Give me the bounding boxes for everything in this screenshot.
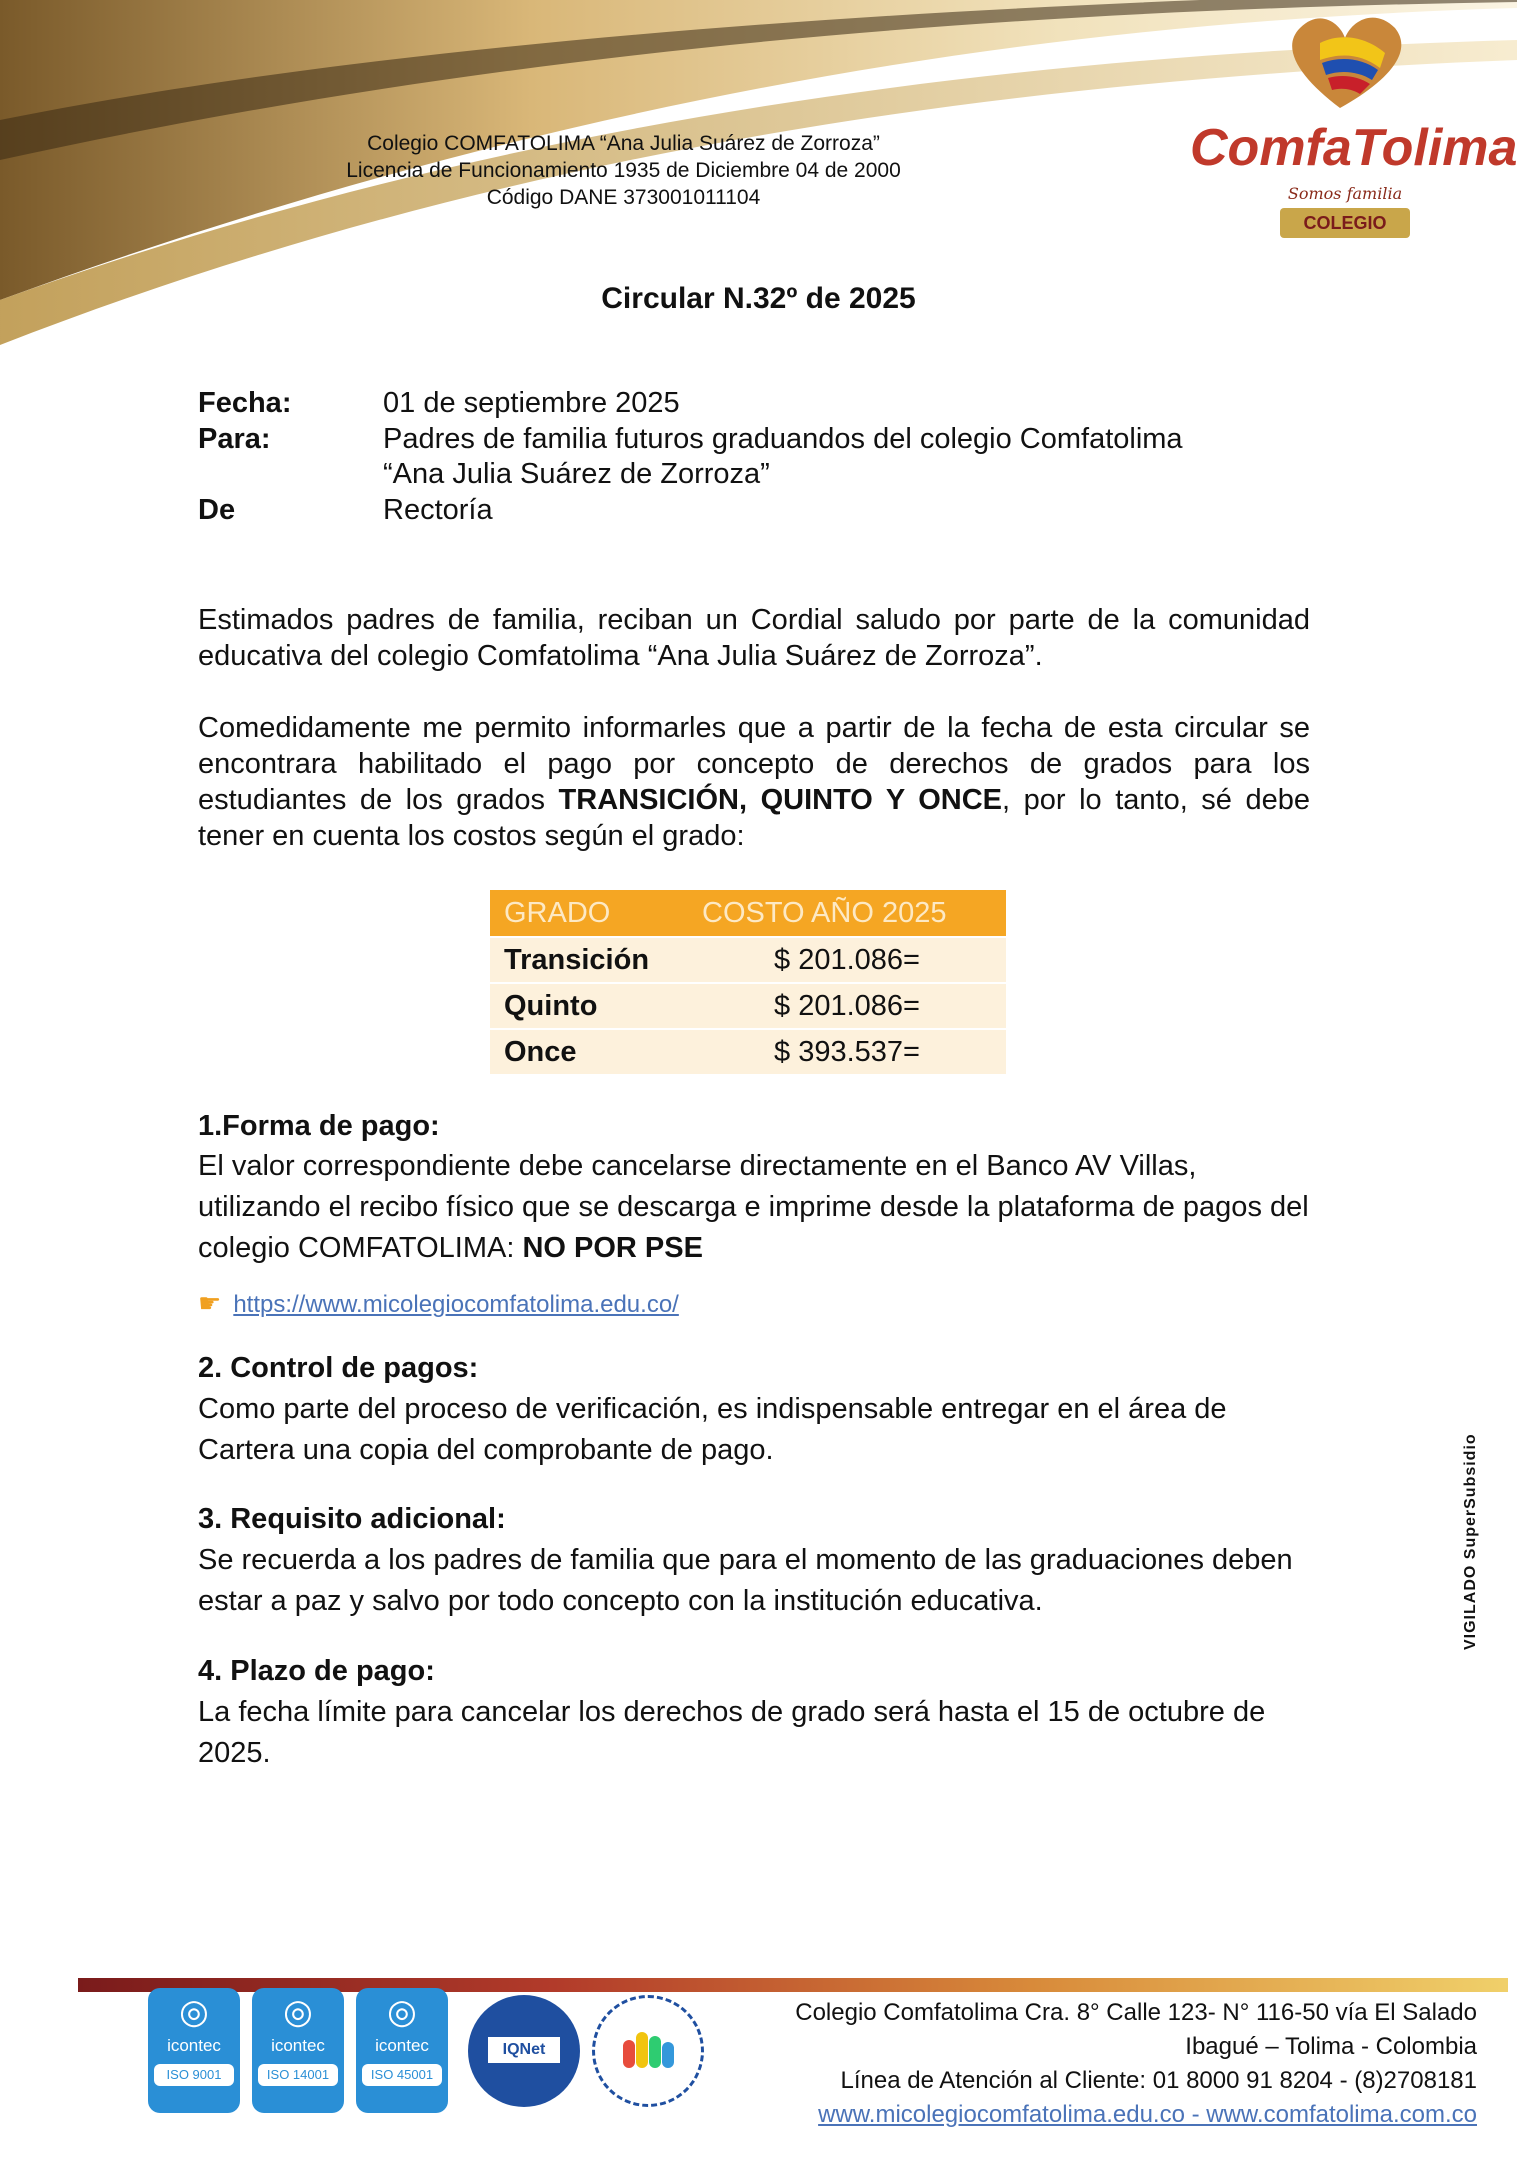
icontec-badge <box>252 1988 344 2113</box>
circular-title: Circular N.32º de 2025 <box>601 282 916 315</box>
grade-cell: Once <box>490 1029 688 1074</box>
footer-address <box>795 1996 1477 2132</box>
date-label: Fecha: <box>198 387 292 419</box>
pointing-hand-icon: ☛ <box>198 1288 222 1318</box>
hands-icon <box>623 2032 673 2070</box>
iqnet-seal <box>468 1995 580 2107</box>
footer-line-address: Colegio Comfatolima Cra. 8° Calle 123- N° 116-50 vía El Salado <box>795 1999 1477 2026</box>
table-row <box>490 1029 1006 1074</box>
colegio-ribbon: COLEGIO <box>1280 208 1410 238</box>
brand-name: ComfaTolima <box>1190 119 1517 177</box>
grade-cell: Quinto <box>490 983 688 1029</box>
from-value: Rectoría <box>383 494 493 526</box>
badge-brand: icontec <box>375 2036 429 2055</box>
cost-cell: $ 201.086= <box>688 937 1006 983</box>
section-body: La fecha límite para cancelar los derechos de grado será hasta el 15 de octubre de 2025. <box>198 1696 1266 1769</box>
table-row <box>490 937 1006 983</box>
certification-icon: ◎ <box>179 1993 209 2031</box>
payment-link-text[interactable]: https://www.micolegiocomfatolima.edu.co/ <box>233 1291 679 1318</box>
section-body: Se recuerda a los padres de familia que para el momento de las graduaciones deben estar a paz y salvo por todo concepto con la institución educativa. <box>198 1544 1293 1617</box>
icontec-badge <box>148 1988 240 2113</box>
brand-tagline: Somos familia <box>1287 184 1403 203</box>
no-pse-note: NO POR PSE <box>522 1232 703 1264</box>
section-heading: 2. Control de pagos: <box>198 1352 479 1384</box>
badge-iso: ISO 9001 <box>154 2064 234 2086</box>
grade-header: GRADO <box>490 890 688 937</box>
badge-iso: ISO 14001 <box>258 2064 338 2086</box>
section-body <box>198 1146 1318 1269</box>
payment-link[interactable] <box>198 1288 679 1319</box>
cost-cell: $ 201.086= <box>688 983 1006 1029</box>
dane-code: Código DANE 373001011104 <box>486 186 761 209</box>
intro-text-end: , por lo tanto, sé debe tener en cuenta los costos según el grado: <box>198 784 1311 852</box>
payment-text: El valor correspondiente debe cancelarse directamente en el Banco AV Villas, utilizando el recibo físico que se descarga e imprime desde la plataforma de pagos del colegio COMFATOLIMA: <box>198 1150 1309 1264</box>
section-heading: 3. Requisito adicional: <box>198 1503 506 1535</box>
fees-table <box>490 890 1006 1074</box>
section-body: Como parte del proceso de verificación, es indispensable entregar en el área de Cartera una copia del comprobante de pago. <box>198 1393 1227 1466</box>
intro-paragraph <box>198 710 1310 854</box>
comfatolima-logo <box>1190 8 1517 248</box>
to-value-2: “Ana Julia Suárez de Zorroza” <box>383 458 770 490</box>
fees-header-row <box>490 890 1006 937</box>
cost-header: COSTO AÑO 2025 <box>688 890 1006 937</box>
grade-cell: Transición <box>490 937 688 983</box>
badge-iso: ISO 45001 <box>362 2064 442 2086</box>
certification-icon: ◎ <box>387 1993 417 2031</box>
school-name: Colegio COMFATOLIMA “Ana Julia Suárez de Zorroza” <box>367 132 880 155</box>
vigilado-supersubsidio: VIGILADO SuperSubsidio <box>1462 1433 1479 1650</box>
to-value: Padres de familia futuros graduandos del colegio Comfatolima <box>383 423 1183 455</box>
to-label: Para: <box>198 423 271 455</box>
badge-brand: icontec <box>271 2036 325 2055</box>
footer-line-city: Ibagué – Tolima - Colombia <box>1185 2033 1477 2060</box>
date-value: 01 de septiembre 2025 <box>383 387 680 419</box>
iqnet-label: IQNet <box>488 2037 560 2063</box>
section-heading: 4. Plazo de pago: <box>198 1655 435 1687</box>
footer-websites[interactable]: www.micolegiocomfatolima.edu.co - www.comfatolima.com.co <box>818 2101 1477 2128</box>
from-label: De <box>198 494 236 526</box>
no-discrimination-seal <box>592 1995 704 2107</box>
badge-brand: icontec <box>167 2036 221 2055</box>
intro-grades: TRANSICIÓN, QUINTO Y ONCE <box>558 784 1003 816</box>
icontec-badge <box>356 1988 448 2113</box>
license-line: Licencia de Funcionamiento 1935 de Diciembre 04 de 2000 <box>346 159 901 182</box>
footer-line-phone: Línea de Atención al Cliente: 01 8000 91 8204 - (8)2708181 <box>840 2067 1477 2094</box>
table-row <box>490 983 1006 1029</box>
section-heading: 1.Forma de pago: <box>198 1110 440 1142</box>
greeting-paragraph: Estimados padres de familia, reciban un Cordial saludo por parte de la comunidad educativa del colegio Comfatolima “Ana Julia Suárez de Zorroza”. <box>198 604 1310 672</box>
intro-text: Comedidamente me permito informarles que a partir de la fecha de esta circular se encontrara habilitado el pago por concepto de derechos de grados para los estudiantes de los grados <box>198 712 1310 816</box>
cost-cell: $ 393.537= <box>688 1029 1006 1074</box>
certification-icon: ◎ <box>283 1993 313 2031</box>
